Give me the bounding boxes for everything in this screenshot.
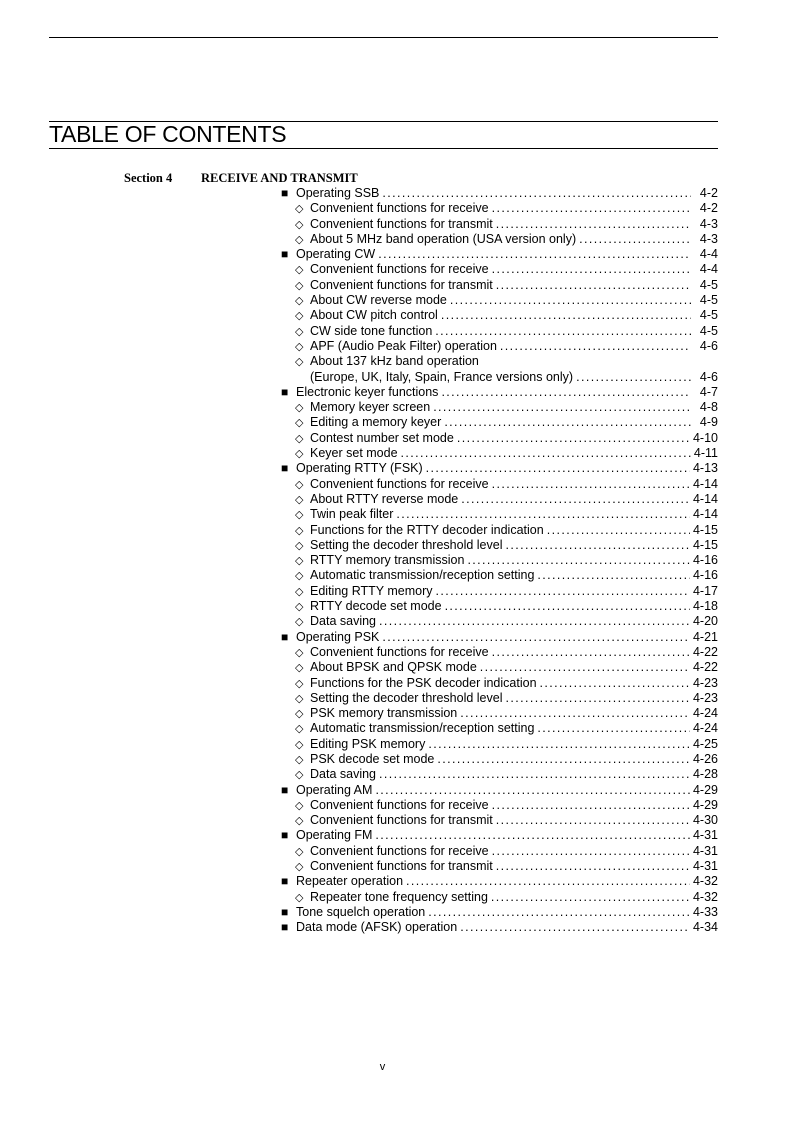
diamond-bullet-icon: ◇ <box>295 861 304 874</box>
dot-leader <box>500 339 691 354</box>
dot-leader <box>579 232 691 247</box>
toc-entry-label: RTTY memory transmission <box>310 553 465 568</box>
toc-entry-page: 4-16 <box>692 568 718 583</box>
toc-entry[interactable] <box>281 308 718 323</box>
toc-entry[interactable] <box>281 492 718 507</box>
toc-entry[interactable] <box>281 721 718 736</box>
toc-entry[interactable] <box>281 477 718 492</box>
dot-leader <box>492 645 690 660</box>
dot-leader <box>379 767 690 782</box>
toc-entry-page: 4-14 <box>692 507 718 522</box>
toc-entry-page: 4-30 <box>692 813 718 828</box>
dot-leader <box>426 461 690 476</box>
toc-entry[interactable] <box>281 553 718 568</box>
toc-entry[interactable] <box>281 262 718 277</box>
diamond-bullet-icon: ◇ <box>295 340 304 353</box>
toc-list <box>281 186 718 936</box>
toc-entry-label: Functions for the RTTY decoder indication <box>310 522 544 537</box>
square-bullet-icon: ■ <box>281 629 289 644</box>
dot-leader <box>547 523 690 538</box>
toc-entry-label: Repeater tone frequency setting <box>310 889 488 904</box>
dot-leader <box>457 431 690 446</box>
toc-entry-label: Convenient functions for receive <box>310 262 489 277</box>
toc-entry-label: About CW reverse mode <box>310 293 447 308</box>
square-bullet-icon: ■ <box>281 828 289 843</box>
section-number: Section 4 <box>124 171 173 185</box>
diamond-bullet-icon: ◇ <box>295 264 304 277</box>
toc-entry-label: Data mode (AFSK) operation <box>296 920 458 935</box>
toc-entry-page: 4-28 <box>692 767 718 782</box>
toc-entry[interactable] <box>281 691 718 706</box>
toc-entry[interactable] <box>281 874 718 889</box>
dot-leader <box>496 278 691 293</box>
toc-entry-label: Setting the decoder threshold level <box>310 537 503 552</box>
section-title: RECEIVE AND TRANSMIT <box>201 171 358 185</box>
toc-entry[interactable] <box>281 415 718 430</box>
diamond-bullet-icon: ◇ <box>295 891 304 904</box>
toc-entry-page: 4-6 <box>699 369 718 384</box>
toc-entry-page: 4-5 <box>699 293 718 308</box>
dot-leader <box>506 538 690 553</box>
toc-entry[interactable] <box>281 461 718 476</box>
toc-entry-page: 4-15 <box>692 537 718 552</box>
toc-entry[interactable] <box>281 568 718 583</box>
toc-entry-page: 4-9 <box>699 415 718 430</box>
toc-entry-page: 4-17 <box>692 583 718 598</box>
toc-entry-page: 4-5 <box>699 308 718 323</box>
toc-entry-label: About BPSK and QPSK mode <box>310 660 477 675</box>
toc-entry[interactable] <box>281 354 718 369</box>
toc-entry-page: 4-14 <box>692 476 718 491</box>
toc-entry[interactable] <box>281 278 718 293</box>
dot-leader <box>496 859 690 874</box>
diamond-bullet-icon: ◇ <box>295 310 304 323</box>
square-bullet-icon: ■ <box>281 384 289 399</box>
toc-entry[interactable] <box>281 400 718 415</box>
dot-leader <box>492 262 691 277</box>
dot-leader <box>433 400 691 415</box>
toc-entry-label: Automatic transmission/reception setting <box>310 721 535 736</box>
toc-entry[interactable] <box>281 783 718 798</box>
toc-entry-label: Operating RTTY (FSK) <box>296 461 423 476</box>
toc-entry-label: About 5 MHz band operation (USA version only) <box>310 231 577 246</box>
toc-entry[interactable] <box>281 538 718 553</box>
toc-entry[interactable] <box>281 324 718 339</box>
toc-entry-label: About RTTY reverse mode <box>310 491 459 506</box>
diamond-bullet-icon: ◇ <box>295 570 304 583</box>
dot-leader <box>445 599 690 614</box>
toc-entry-label: PSK decode set mode <box>310 751 435 766</box>
toc-entry-label: About CW pitch control <box>310 308 438 323</box>
toc-entry-label: Operating FM <box>296 828 373 843</box>
toc-entry[interactable] <box>281 645 718 660</box>
dot-leader <box>480 660 690 675</box>
toc-entry-label: Data saving <box>310 767 377 782</box>
toc-entry[interactable] <box>281 660 718 675</box>
toc-entry-page: 4-24 <box>692 706 718 721</box>
toc-entry-page: 4-23 <box>692 675 718 690</box>
toc-entry-page: 4-25 <box>692 736 718 751</box>
toc-entry-label: (Europe, UK, Italy, Spain, France versions only) <box>310 369 574 384</box>
dot-leader <box>450 293 691 308</box>
toc-entry-page: 4-8 <box>699 400 718 415</box>
toc-entry[interactable] <box>281 385 718 400</box>
diamond-bullet-icon: ◇ <box>295 493 304 506</box>
toc-entry-label: Convenient functions for transmit <box>310 216 493 231</box>
square-bullet-icon: ■ <box>281 461 289 476</box>
dot-leader <box>396 507 690 522</box>
dot-leader <box>492 844 690 859</box>
toc-entry-page: 4-20 <box>692 614 718 629</box>
toc-entry-label: Contest number set mode <box>310 430 454 445</box>
toc-entry-label: CW side tone function <box>310 323 433 338</box>
diamond-bullet-icon: ◇ <box>295 753 304 766</box>
diamond-bullet-icon: ◇ <box>295 509 304 522</box>
diamond-bullet-icon: ◇ <box>295 218 304 231</box>
toc-entry-page: 4-11 <box>693 446 718 461</box>
toc-entry-label: Editing a memory keyer <box>310 415 442 430</box>
toc-entry-page: 4-34 <box>692 920 718 935</box>
toc-entry-label: Editing PSK memory <box>310 736 426 751</box>
toc-entry-label: Convenient functions for receive <box>310 476 489 491</box>
toc-entry-page: 4-26 <box>692 751 718 766</box>
dot-leader <box>506 691 690 706</box>
dot-leader <box>492 201 691 216</box>
toc-entry[interactable] <box>281 676 718 691</box>
diamond-bullet-icon: ◇ <box>295 845 304 858</box>
dot-leader <box>537 568 690 583</box>
diamond-bullet-icon: ◇ <box>295 417 304 430</box>
dot-leader <box>441 308 691 323</box>
toc-entry-page: 4-31 <box>692 843 718 858</box>
toc-entry[interactable] <box>281 293 718 308</box>
toc-entry-label: Operating SSB <box>296 186 380 200</box>
diamond-bullet-icon: ◇ <box>295 708 304 721</box>
toc-entry-label: Convenient functions for transmit <box>310 859 493 874</box>
toc-entry-label: Convenient functions for receive <box>310 201 489 216</box>
toc-entry[interactable] <box>281 186 718 201</box>
toc-entry-page: 4-10 <box>692 430 718 445</box>
toc-entry-label: PSK memory transmission <box>310 706 458 721</box>
dot-leader <box>382 630 690 645</box>
toc-entry[interactable] <box>281 844 718 859</box>
toc-entry-page: 4-21 <box>692 629 718 644</box>
dot-leader <box>467 553 690 568</box>
toc-entry[interactable] <box>281 614 718 629</box>
toc-entry[interactable] <box>281 370 718 385</box>
toc-entry-page: 4-15 <box>692 522 718 537</box>
toc-entry-page: 4-3 <box>699 231 718 246</box>
toc-entry-label: Data saving <box>310 614 377 629</box>
toc-entry[interactable] <box>281 584 718 599</box>
toc-entry[interactable] <box>281 737 718 752</box>
toc-entry-page: 4-2 <box>699 201 718 216</box>
toc-entry-page: 4-4 <box>699 262 718 277</box>
toc-entry-page: 4-13 <box>692 461 718 476</box>
toc-entry[interactable] <box>281 339 718 354</box>
toc-entry[interactable] <box>281 905 718 920</box>
toc-entry[interactable] <box>281 507 718 522</box>
square-bullet-icon: ■ <box>281 247 289 262</box>
toc-entry[interactable] <box>281 599 718 614</box>
toc-entry-label: Convenient functions for transmit <box>310 813 493 828</box>
toc-entry-page: 4-29 <box>692 797 718 812</box>
dot-leader <box>382 186 691 201</box>
toc-entry-label: Functions for the PSK decoder indication <box>310 675 537 690</box>
toc-entry-label: Convenient functions for receive <box>310 843 489 858</box>
toc-entry-label: Automatic transmission/reception setting <box>310 568 535 583</box>
diamond-bullet-icon: ◇ <box>295 279 304 292</box>
diamond-bullet-icon: ◇ <box>295 539 304 552</box>
diamond-bullet-icon: ◇ <box>295 325 304 338</box>
dot-leader <box>401 446 691 461</box>
toc-entry[interactable] <box>281 828 718 843</box>
toc-entry-label: Tone squelch operation <box>296 904 426 919</box>
dot-leader <box>428 737 690 752</box>
toc-entry-page: 4-6 <box>699 338 718 353</box>
diamond-bullet-icon: ◇ <box>295 723 304 736</box>
dot-leader <box>576 370 691 385</box>
dot-leader <box>496 813 690 828</box>
toc-entry-label: Setting the decoder threshold level <box>310 690 503 705</box>
diamond-bullet-icon: ◇ <box>295 616 304 629</box>
toc-entry-label: Editing RTTY memory <box>310 583 433 598</box>
diamond-bullet-icon: ◇ <box>295 432 304 445</box>
diamond-bullet-icon: ◇ <box>295 555 304 568</box>
dot-leader <box>496 217 691 232</box>
diamond-bullet-icon: ◇ <box>295 203 304 216</box>
toc-entry[interactable] <box>281 706 718 721</box>
toc-entry-label: Memory keyer screen <box>310 400 431 415</box>
dot-leader <box>435 324 691 339</box>
dot-leader <box>428 905 690 920</box>
toc-entry[interactable] <box>281 630 718 645</box>
toc-entry[interactable] <box>281 232 718 247</box>
header-rule <box>49 37 718 38</box>
toc-entry[interactable] <box>281 217 718 232</box>
dot-leader <box>492 477 690 492</box>
square-bullet-icon: ■ <box>281 874 289 889</box>
toc-entry-page: 4-4 <box>699 247 718 262</box>
dot-leader <box>537 721 690 736</box>
toc-entry[interactable] <box>281 431 718 446</box>
dot-leader <box>460 706 690 721</box>
toc-entry[interactable] <box>281 859 718 874</box>
toc-entry-page: 4-31 <box>692 828 718 843</box>
dot-leader <box>461 492 690 507</box>
dot-leader <box>378 247 691 262</box>
toc-entry-label: Repeater operation <box>296 874 404 889</box>
diamond-bullet-icon: ◇ <box>295 524 304 537</box>
toc-entry-label: Operating AM <box>296 782 373 797</box>
diamond-bullet-icon: ◇ <box>295 295 304 308</box>
toc-entry[interactable] <box>281 247 718 262</box>
toc-entry-label: Electronic keyer functions <box>296 384 439 399</box>
diamond-bullet-icon: ◇ <box>295 601 304 614</box>
diamond-bullet-icon: ◇ <box>295 769 304 782</box>
diamond-bullet-icon: ◇ <box>295 478 304 491</box>
diamond-bullet-icon: ◇ <box>295 677 304 690</box>
dot-leader <box>437 752 690 767</box>
toc-entry[interactable] <box>281 752 718 767</box>
title-bottom-rule <box>49 148 718 149</box>
toc-entry-page: 4-32 <box>692 874 718 889</box>
diamond-bullet-icon: ◇ <box>295 585 304 598</box>
toc-entry-label: RTTY decode set mode <box>310 599 442 614</box>
toc-entry-label: Operating PSK <box>296 629 380 644</box>
toc-entry-page: 4-16 <box>692 553 718 568</box>
diamond-bullet-icon: ◇ <box>295 402 304 415</box>
toc-entry[interactable] <box>281 813 718 828</box>
dot-leader <box>436 584 690 599</box>
toc-entry[interactable] <box>281 446 718 461</box>
square-bullet-icon: ■ <box>281 782 289 797</box>
square-bullet-icon: ■ <box>281 186 289 200</box>
dot-leader <box>379 614 690 629</box>
toc-entry-page: 4-24 <box>692 721 718 736</box>
diamond-bullet-icon: ◇ <box>295 799 304 812</box>
dot-leader <box>460 920 690 935</box>
dot-leader <box>375 783 690 798</box>
dot-leader <box>375 828 690 843</box>
dot-leader <box>540 676 690 691</box>
toc-entry[interactable] <box>281 890 718 905</box>
dot-leader <box>444 415 691 430</box>
toc-entry[interactable] <box>281 767 718 782</box>
toc-entry-page: 4-29 <box>692 782 718 797</box>
square-bullet-icon: ■ <box>281 904 289 919</box>
toc-entry-label: Convenient functions for receive <box>310 644 489 659</box>
page-folio: v <box>379 1061 386 1073</box>
toc-entry-page: 4-2 <box>699 186 718 200</box>
toc-entry-page: 4-5 <box>699 277 718 292</box>
square-bullet-icon: ■ <box>281 920 289 935</box>
toc-entry-page: 4-31 <box>692 859 718 874</box>
toc-entry-page: 4-5 <box>699 323 718 338</box>
diamond-bullet-icon: ◇ <box>295 356 304 369</box>
diamond-bullet-icon: ◇ <box>295 738 304 751</box>
dot-leader <box>492 798 690 813</box>
toc-entry-label: APF (Audio Peak Filter) operation <box>310 338 497 353</box>
toc-entry-page: 4-18 <box>692 599 718 614</box>
diamond-bullet-icon: ◇ <box>295 646 304 659</box>
toc-entry-page: 4-14 <box>692 491 718 506</box>
diamond-bullet-icon: ◇ <box>295 448 304 461</box>
diamond-bullet-icon: ◇ <box>295 662 304 675</box>
toc-entry[interactable] <box>281 201 718 216</box>
toc-entry-label: About 137 kHz band operation <box>310 354 479 369</box>
toc-entry-page: 4-3 <box>699 216 718 231</box>
diamond-bullet-icon: ◇ <box>295 692 304 705</box>
dot-leader <box>441 385 691 400</box>
toc-entry-page: 4-33 <box>692 904 718 919</box>
toc-entry-page: 4-7 <box>699 384 718 399</box>
toc-entry[interactable] <box>281 798 718 813</box>
dot-leader <box>491 890 690 905</box>
diamond-bullet-icon: ◇ <box>295 815 304 828</box>
toc-entry-label: Convenient functions for transmit <box>310 277 493 292</box>
toc-entry-label: Keyer set mode <box>310 446 398 461</box>
page-title: TABLE OF CONTENTS <box>49 121 287 147</box>
toc-entry-page: 4-22 <box>692 660 718 675</box>
toc-entry[interactable] <box>281 523 718 538</box>
toc-entry-page: 4-32 <box>692 889 718 904</box>
dot-leader <box>406 874 690 889</box>
diamond-bullet-icon: ◇ <box>295 233 304 246</box>
toc-entry-page: 4-22 <box>692 644 718 659</box>
toc-entry-page: 4-23 <box>692 690 718 705</box>
toc-entry-label: Operating CW <box>296 247 376 262</box>
toc-entry-label: Convenient functions for receive <box>310 797 489 812</box>
toc-entry-label: Twin peak filter <box>310 507 394 522</box>
toc-entry[interactable] <box>281 920 718 935</box>
